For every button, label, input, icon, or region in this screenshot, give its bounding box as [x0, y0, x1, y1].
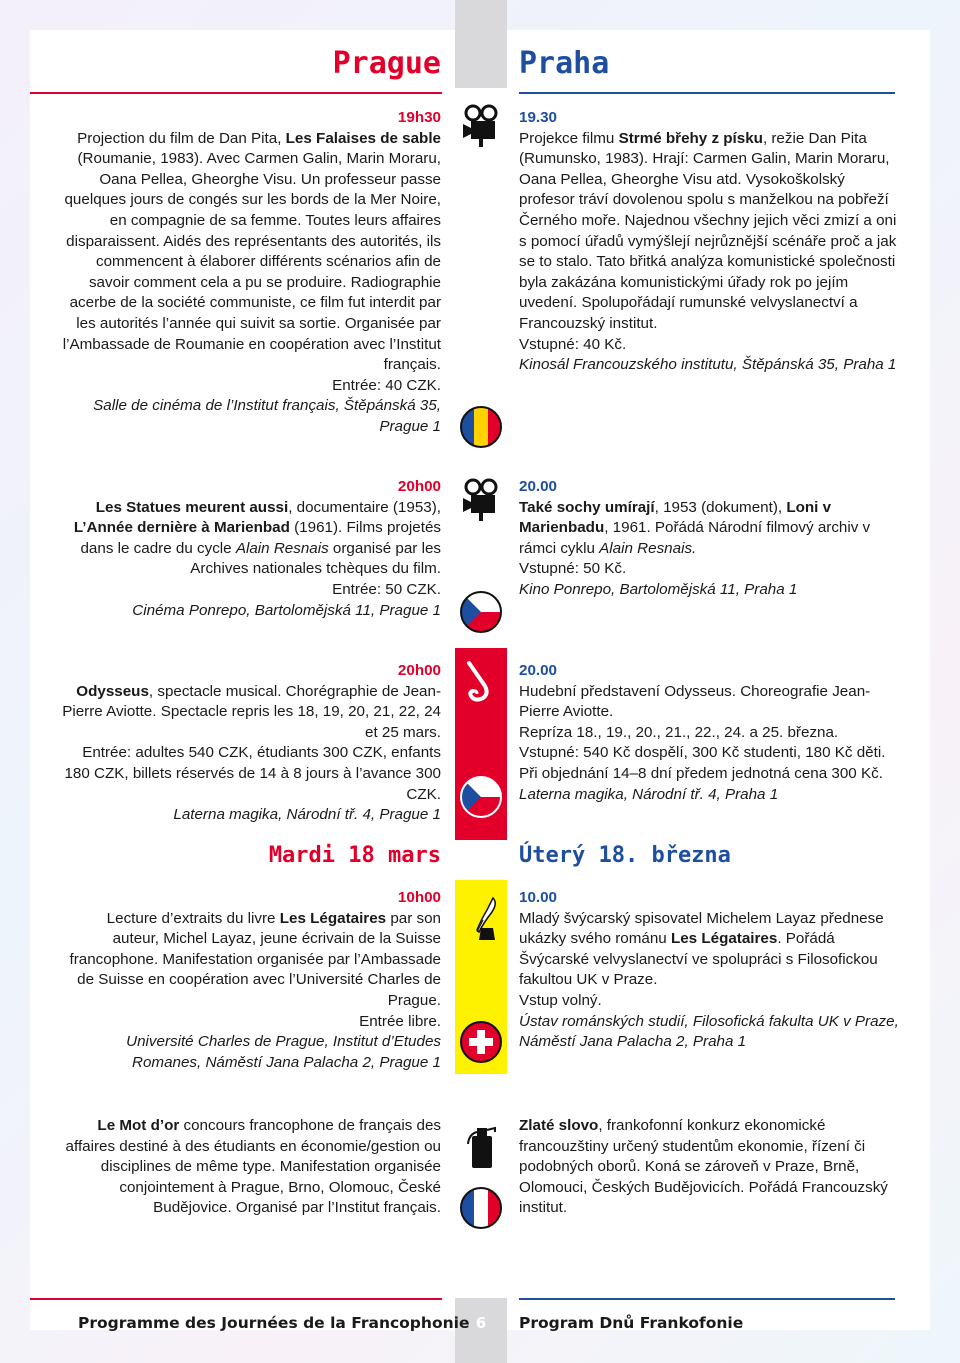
event-4-french [61, 888, 441, 1073]
event-venue: Laterna magika, Národní tř. 4, Prague 1 [173, 806, 441, 824]
event-venue: Salle de cinéma de l’Institut français, Štěpánská 35, Prague 1 [93, 397, 441, 435]
event-description [61, 682, 441, 744]
french-flag-icon [459, 1186, 503, 1230]
film-camera-icon [459, 104, 503, 148]
day-heading-czech: Úterý 18. března [519, 843, 731, 868]
footer-rule-french [30, 1298, 442, 1300]
event-entry: Entrée: 50 CZK. [332, 580, 441, 598]
czech-flag-icon [459, 775, 503, 819]
event-time: 20.00 [519, 662, 558, 679]
event-description [61, 909, 441, 1012]
text: , documentaire (1953), [288, 498, 441, 516]
text: par son auteur, Michel Layaz, jeune écrivain de la Suisse francophone. Manifestation organisée par l’Ambassade de Suisse en coopération avec l’Université Charles de Prague. [69, 909, 441, 1009]
text: , režie Dan Pita (Rumunsko, 1983). Hrají: Carmen Galin, Marin Moraru, Oana Pellea, Gheorghe Visu atd. Vysokoškolský profesor tráví dovolenou spolu s manželkou na pobřeží Černého moře. Najednou všechny jejich věci zmizí a oni s pomocí úřadů vymýšlejí nejrůznější scénáře proč a jak se to stalo. Tato břitká analýza komunistické společnosti byla zakázána komunistickými úřady rok po jejím uvedení. Spolupořádají rumunské velvyslanectví a Francouzský institut. [519, 129, 897, 332]
film-title: L’Année dernière à Marienbad [73, 519, 290, 537]
text: , frankofonní konkurz ekonomické francouzštiny určený studentům ekonomie, řízení či podobných oborů. Koná se zároveň v Praze, Brně, Olomouci, Českých Budějovicích. Pořádá Francouzský institut. [519, 1117, 888, 1217]
event-entry: Entrée: 40 CZK. [332, 376, 441, 394]
event-description [61, 1116, 441, 1219]
rule-french [30, 92, 442, 94]
text: Lecture d’extraits du livre [106, 909, 280, 927]
film-title: Strmé břehy z písku [618, 129, 763, 147]
event-description [519, 498, 899, 560]
cycle-name: Alain Resnais. [599, 539, 697, 557]
fire-extinguisher-icon [459, 1124, 503, 1168]
event-time: 20h00 [397, 662, 441, 679]
event-time: 10h00 [397, 889, 441, 906]
event-venue: Cinéma Ponrepo, Bartolomějská 11, Prague 1 [132, 601, 441, 619]
event-description [519, 129, 899, 335]
text: , 1953 (dokument), [654, 498, 787, 516]
czech-flag-icon [459, 590, 503, 634]
event-3-french [61, 661, 441, 826]
text: Projection du film de Dan Pita, [77, 129, 286, 147]
film-title: Loni v Marienbadu [519, 498, 832, 537]
saxophone-icon [459, 660, 503, 704]
event-prices: Entrée: adultes 540 CZK, étudiants 300 CZK, enfants 180 CZK, billets réservés de 14 à 8 jours à l’avance 300 CZK. [64, 744, 441, 803]
event-description [61, 498, 441, 580]
event-4-czech [519, 888, 899, 1053]
center-band-top [455, 0, 507, 88]
quill-ink-icon [459, 896, 503, 940]
film-title: Také sochy umírají [519, 498, 655, 516]
text: , spectacle musical. Chorégraphie de Jean-Pierre Aviotte. Spectacle repris les 18, 19, 20, 21, 22, 24 et 25 mars. [62, 682, 441, 741]
text: concours francophone de français des affaires destiné à des étudiants en économie/gestion ou disciplines de même type. Manifestation organisée conjointement à Prague, Brno, Olomouc, České Budějovice. Organisé par l’Institut français. [65, 1117, 441, 1217]
event-entry: Entrée libre. [359, 1012, 441, 1030]
event-venue: Kino Ponrepo, Bartolomějská 11, Praha 1 [519, 580, 798, 598]
event-venue: Université Charles de Prague, Institut d’Etudes Romanes, Náměstí Jana Palacha 2, Prague 1 [126, 1033, 441, 1071]
event-entry: Vstupné: 50 Kč. [519, 560, 627, 578]
event-time: 19.30 [519, 109, 558, 126]
contest-title: Le Mot d’or [97, 1117, 180, 1134]
book-title: Les Légataires [279, 909, 387, 927]
heading-czech: Praha [519, 46, 610, 81]
event-entry: Vstup volný. [519, 991, 602, 1009]
text: . Pořádá Švýcarské velvyslanectví ve spolupráci s Filosofickou fakultou UK v Praze. [519, 930, 878, 989]
text: organisé par les Archives nationales tchèques du film. [190, 539, 441, 578]
text: Mladý švýcarský spisovatel Michelem Layaz přednese ukázky svého románu [519, 909, 884, 948]
swiss-flag-icon [459, 1020, 503, 1064]
event-time: 20h00 [397, 478, 441, 495]
film-title: Les Falaises de sable [285, 129, 441, 147]
event-description [61, 129, 441, 376]
event-venue: Laterna magika, Národní tř. 4, Praha 1 [519, 785, 779, 803]
event-time: 10.00 [519, 889, 558, 906]
footer-title-french: Programme des Journées de la Francophonie [78, 1314, 470, 1332]
event-prices: Vstupné: 540 Kč dospělí, 300 Kč studenti, 180 Kč děti. Při objednání 14–8 dní předem jednotná cena 300 Kč. [519, 744, 886, 782]
event-entry: Vstupné: 40 Kč. [519, 335, 627, 353]
page-number: 6 [475, 1314, 487, 1332]
event-time: 20.00 [519, 478, 558, 495]
event-venue: Kinosál Francouzského institutu, Štěpánská 35, Praha 1 [519, 356, 897, 374]
cycle-name: Alain Resnais [235, 539, 329, 557]
text: (1961). Films projetés dans le cadre du cycle [80, 519, 441, 557]
film-title: Les Statues meurent aussi [95, 498, 289, 516]
event-description: Hudební představení Odysseus. Choreografie Jean-Pierre Aviotte. [519, 682, 871, 721]
footer-rule-czech [519, 1298, 895, 1300]
text: (Roumanie, 1983). Avec Carmen Galin, Marin Moraru, Oana Pellea, Gheorghe Visu. Un professeur passe quelques jours de congés sur les bords de la Mer Noire, en compagnie de sa femme. Toutes leurs affaires disparaissent. Aidés des représentants des autorités, ils commencent à élaborer différents scénarios afin de savoir comment cela a pu se produire. Radiographie acerbe de la société communiste, ce film fut interdit par les autorités l’année qui suivit sa sortie. Organisée par l’Ambassade de Roumanie en coopération avec l’Institut français. [62, 150, 441, 374]
text: Projekce filmu [519, 129, 619, 147]
film-camera-icon [459, 478, 503, 522]
event-1-czech [519, 108, 899, 376]
footer-title-czech: Program Dnů Frankofonie [519, 1314, 744, 1332]
book-title: Les Légataires [670, 930, 778, 948]
contest-title: Zlaté slovo [519, 1117, 599, 1134]
event-description [519, 1116, 899, 1219]
day-heading-french: Mardi 18 mars [268, 843, 441, 868]
event-3-czech [519, 661, 899, 805]
event-2-french [61, 477, 441, 621]
text: , 1961. Pořádá Národní filmový archiv v rámci cyklu [519, 519, 871, 557]
event-reprise: Repríza 18., 19., 20., 21., 22., 24. a 25. března. [519, 723, 839, 741]
show-title: Odysseus [76, 682, 149, 700]
event-description [519, 909, 899, 991]
event-5-french [61, 1116, 441, 1219]
event-1-french [61, 108, 441, 438]
romanian-flag-icon [459, 405, 503, 449]
event-venue: Ústav románských studií, Filosofická fakulta UK v Praze, Náměstí Jana Palacha 2, Praha 1 [519, 1012, 899, 1051]
event-time: 19h30 [397, 109, 441, 126]
heading-french: Prague [332, 46, 441, 81]
rule-czech [519, 92, 895, 94]
event-5-czech [519, 1116, 899, 1219]
event-2-czech [519, 477, 899, 601]
